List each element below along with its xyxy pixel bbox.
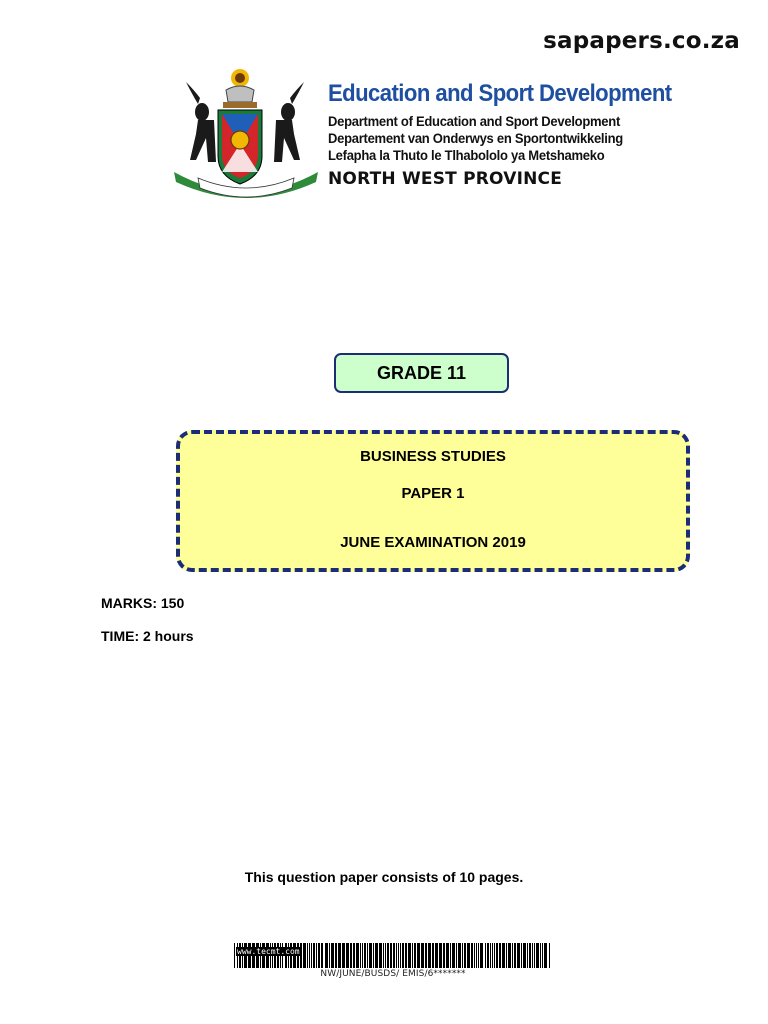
subject-box — [176, 430, 690, 572]
time-label: TIME: 2 hours — [101, 628, 194, 644]
sun-icon — [231, 69, 249, 87]
page-count-note: This question paper consists of 10 pages. — [244, 869, 524, 885]
province-name: NORTH WEST PROVINCE — [328, 169, 563, 189]
barcode — [234, 943, 552, 981]
department-name-setswana: Lefapha la Thuto le Tlhabololo ya Metshameko — [328, 147, 605, 163]
barcode-caption: NW/JUNE/BUSDS/ EMIS/6******* — [320, 969, 466, 979]
site-url: sapapers.co.za — [543, 28, 740, 54]
grade-label: GRADE 11 — [376, 362, 467, 383]
subject-name: BUSINESS STUDIES — [360, 448, 506, 465]
department-name-afrikaans: Departement van Onderwys en Sportontwikkeling — [328, 130, 623, 146]
department-name-english: Department of Education and Sport Development — [328, 113, 621, 129]
paper-number: PAPER 1 — [401, 485, 465, 502]
antelope-left-icon — [186, 82, 216, 162]
department-title: Education and Sport Development — [328, 80, 672, 107]
barcode-overlay-text: www.tecmt.com — [237, 947, 300, 956]
department-header — [328, 80, 672, 189]
exam-session: JUNE EXAMINATION 2019 — [340, 534, 526, 551]
department-name-lines — [328, 113, 658, 164]
coat-of-arms-logo — [168, 64, 324, 204]
marks-label: MARKS: 150 — [101, 595, 185, 611]
antelope-right-icon — [274, 82, 304, 162]
grade-box — [334, 353, 509, 393]
